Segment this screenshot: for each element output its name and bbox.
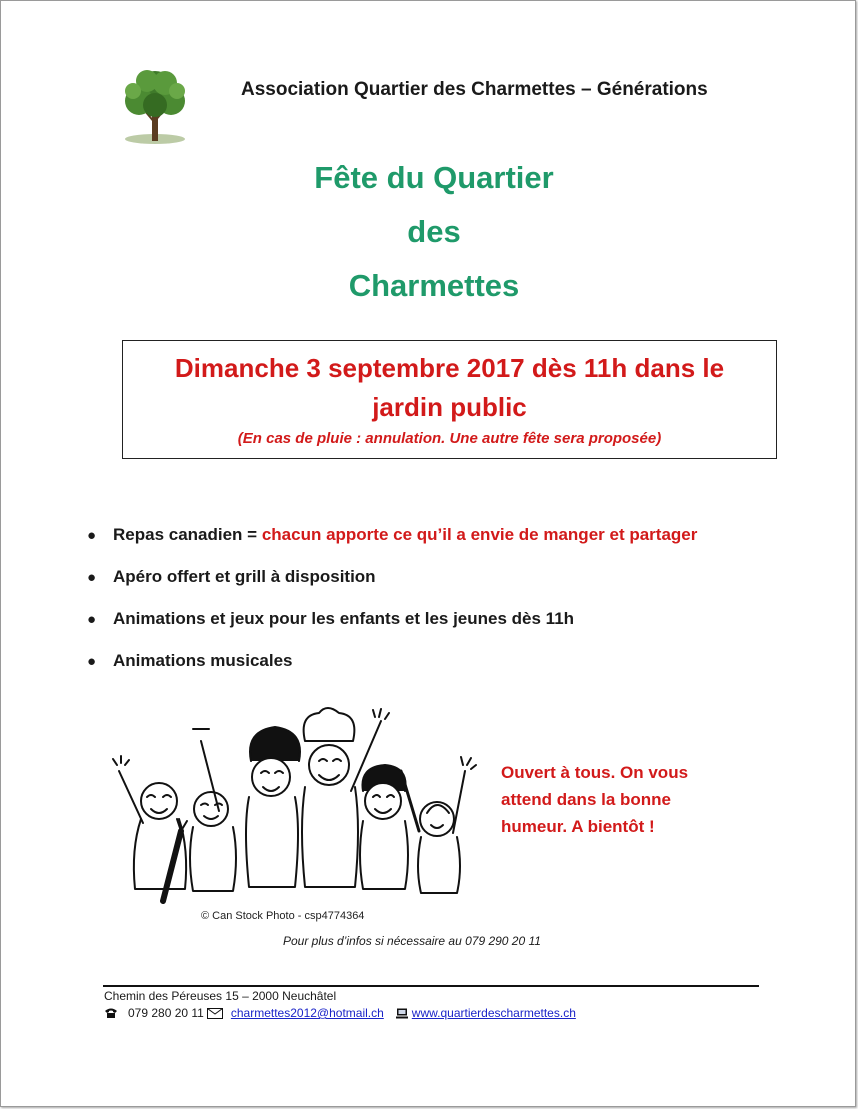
activities-list	[87, 521, 697, 689]
rain-note: (En cas de pluie : annulation. Une autre fête sera proposée)	[237, 430, 662, 447]
info-line: Pour plus d’infos si nécessaire au 079 290 20 11	[283, 934, 541, 948]
welcome-line-1: Ouvert à tous. On vous	[501, 763, 689, 782]
event-title	[251, 151, 617, 313]
list-item-text: Animations musicales	[113, 651, 293, 670]
welcome-line-3: humeur. A bientôt !	[501, 817, 655, 836]
computer-icon	[396, 1008, 408, 1019]
date-box	[122, 340, 777, 459]
bullet-icon: ●	[87, 527, 97, 544]
list-item-text: Animations et jeux pour les enfants et les jeunes dès 11h	[113, 609, 575, 628]
event-title-line-1: Fête du Quartier	[314, 160, 554, 195]
list-item	[87, 605, 697, 647]
footer-phone: 079 280 20 11	[128, 1006, 204, 1020]
event-title-line-2: des	[407, 214, 461, 249]
bullet-icon: ●	[87, 569, 97, 586]
footer-email-link[interactable]: charmettes2012@hotmail.ch	[230, 1006, 384, 1020]
phone-icon	[104, 1007, 118, 1019]
list-item	[87, 647, 697, 689]
footer-website-link[interactable]: www.quartierdescharmettes.ch	[411, 1006, 576, 1020]
organization-name: Association Quartier des Charmettes – Générations	[241, 79, 708, 100]
footer-address: Chemin des Péreuses 15 – 2000 Neuchâtel	[104, 989, 337, 1003]
people-cartoon-illustration	[101, 701, 481, 926]
tree-logo	[119, 67, 191, 147]
bullet-icon: ●	[87, 653, 97, 670]
date-line-1: Dimanche 3 septembre 2017 dès 11h dans le	[174, 353, 725, 383]
list-item-highlight: chacun apporte ce qu’il a envie de manger et partager	[261, 525, 698, 544]
footer-divider	[103, 985, 759, 987]
event-title-line-3: Charmettes	[348, 268, 520, 303]
envelope-icon	[207, 1008, 223, 1019]
date-line-2: jardin public	[372, 392, 527, 422]
list-item	[87, 521, 697, 563]
footer-contact	[104, 1006, 576, 1020]
welcome-message	[501, 759, 761, 840]
list-item	[87, 563, 697, 605]
list-item-text: Repas canadien =	[113, 525, 262, 544]
illustration-credit: © Can Stock Photo - csp4774364	[201, 910, 365, 922]
bullet-icon: ●	[87, 611, 97, 628]
list-item-text: Apéro offert et grill à disposition	[113, 567, 376, 586]
welcome-line-2: attend dans la bonne	[501, 790, 672, 809]
